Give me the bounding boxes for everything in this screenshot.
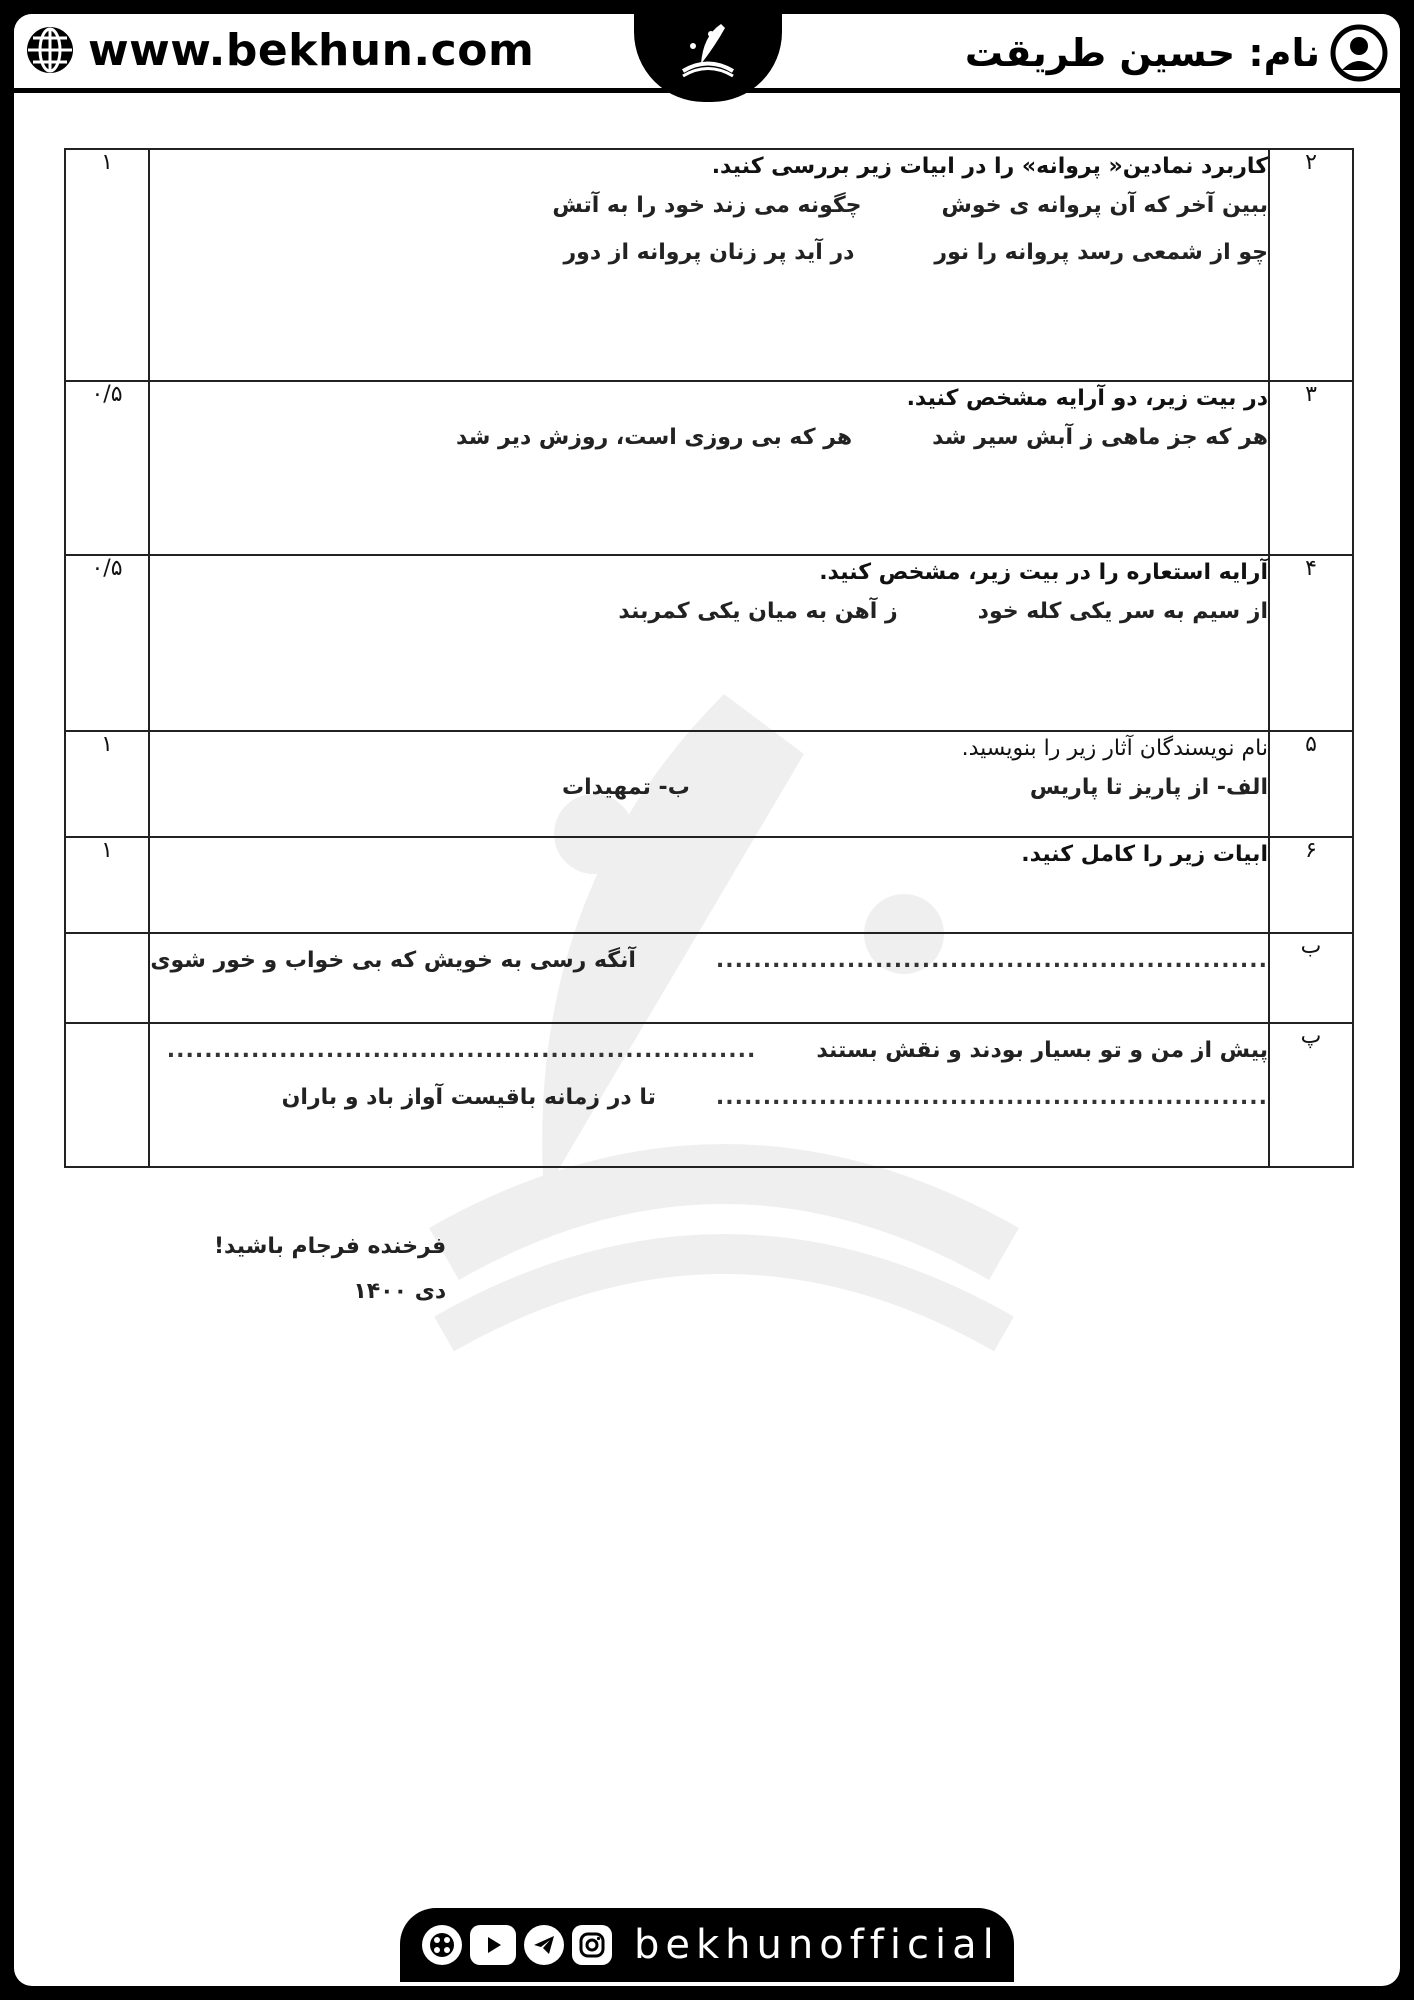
verse-line xyxy=(150,948,1268,973)
item-b: ب- تمهیدات xyxy=(562,775,690,800)
question-prompt: آرایه استعاره را در بیت زیر، مشخص کنید. xyxy=(819,560,1268,585)
question-content xyxy=(149,1023,1269,1167)
hemistich-left: آنگه رسی به خویش که بی خواب و خور شوی xyxy=(150,948,636,973)
aparat-icon[interactable] xyxy=(422,1925,462,1965)
telegram-icon[interactable] xyxy=(524,1925,564,1965)
questions-table xyxy=(64,148,1354,1168)
question-row xyxy=(65,149,1353,381)
closing-note xyxy=(214,1234,446,1324)
question-number: پ xyxy=(1269,1023,1353,1167)
question-score: ۱ xyxy=(65,731,149,837)
question-number: ۴ xyxy=(1269,555,1353,731)
site-link[interactable] xyxy=(24,24,534,76)
question-score: ۱ xyxy=(65,837,149,933)
closing-wish: فرخنده فرجام باشید! xyxy=(214,1234,447,1259)
question-number: ۳ xyxy=(1269,381,1353,555)
question-score: ۰/۵ xyxy=(65,555,149,731)
blank-line: ........................................................... xyxy=(715,948,1268,973)
hemistich-right: هر که جز ماهی ز آبش سیر شد xyxy=(932,425,1268,450)
student-name: نام: حسین طریقت xyxy=(964,31,1320,75)
item-a: الف- از پاریز تا پاریس xyxy=(1029,775,1268,800)
globe-icon xyxy=(24,24,76,76)
site-url[interactable]: www.bekhun.com xyxy=(88,24,535,76)
header-bar xyxy=(14,14,1400,93)
social-handle[interactable]: bekhunofficial xyxy=(634,1922,1000,1968)
question-score xyxy=(65,933,149,1023)
hemistich-right: چو از شمعی رسد پروانه را نور xyxy=(934,240,1268,265)
verse-line xyxy=(150,1085,1268,1110)
question-score: ۱ xyxy=(65,149,149,381)
instagram-icon[interactable] xyxy=(572,1925,612,1965)
hemistich-left: چگونه می زند خود را به آتش xyxy=(552,193,862,218)
question-row xyxy=(65,731,1353,837)
question-prompt: کاربرد نمادین« پروانه» را در ابیات زیر بررسی کنید. xyxy=(711,154,1268,179)
hemistich-left: هر که بی روزی است، روزش دیر شد xyxy=(456,425,853,450)
question-content xyxy=(149,837,1269,933)
brand-logo xyxy=(634,14,782,102)
question-row xyxy=(65,555,1353,731)
question-number: ۶ xyxy=(1269,837,1353,933)
question-content xyxy=(149,731,1269,837)
question-number: ۵ xyxy=(1269,731,1353,837)
feather-book-logo-icon xyxy=(663,16,753,86)
question-prompt: در بیت زیر، دو آرایه مشخص کنید. xyxy=(906,386,1268,411)
exam-page xyxy=(14,14,1400,1986)
hemistich-left: تا در زمانه باقیست آواز باد و باران xyxy=(281,1085,656,1110)
hemistich-left: ز آهن به میان یکی کمربند xyxy=(618,599,898,624)
question-score xyxy=(65,1023,149,1167)
question-number: ۲ xyxy=(1269,149,1353,381)
question-row xyxy=(65,381,1353,555)
verse-line xyxy=(150,240,1268,265)
blank-line: ............................................................... xyxy=(166,1038,757,1063)
hemistich-left: در آید پر زنان پروانه از دور xyxy=(563,240,855,265)
question-row xyxy=(65,933,1353,1023)
social-footer xyxy=(400,1908,1014,1982)
verse-line xyxy=(150,425,1268,450)
verse-line xyxy=(150,599,1268,624)
blank-line: ........................................................... xyxy=(715,1085,1268,1110)
question-prompt: نام نویسندگان آثار زیر را بنویسید. xyxy=(961,736,1268,761)
hemistich-right: ببین آخر که آن پروانه ی خوش xyxy=(941,193,1268,218)
verse-line xyxy=(150,193,1268,218)
question-number: ب xyxy=(1269,933,1353,1023)
user-avatar-icon xyxy=(1330,24,1388,82)
question-prompt: ابیات زیر را کامل کنید. xyxy=(1021,842,1268,867)
youtube-icon[interactable] xyxy=(470,1925,516,1965)
question-content xyxy=(149,381,1269,555)
hemistich-right: از سیم به سر یکی کله خود xyxy=(977,599,1268,624)
question-row xyxy=(65,1023,1353,1167)
question-content xyxy=(149,149,1269,381)
student-name-block xyxy=(965,24,1388,82)
hemistich-right: پیش از من و تو بسیار بودند و نقش بستند xyxy=(816,1038,1268,1063)
verse-line xyxy=(150,1038,1268,1063)
question-content xyxy=(149,933,1269,1023)
exam-date: دی ۱۴۰۰ xyxy=(353,1279,447,1304)
question-score: ۰/۵ xyxy=(65,381,149,555)
verse-line xyxy=(150,775,1268,800)
question-row xyxy=(65,837,1353,933)
question-content xyxy=(149,555,1269,731)
